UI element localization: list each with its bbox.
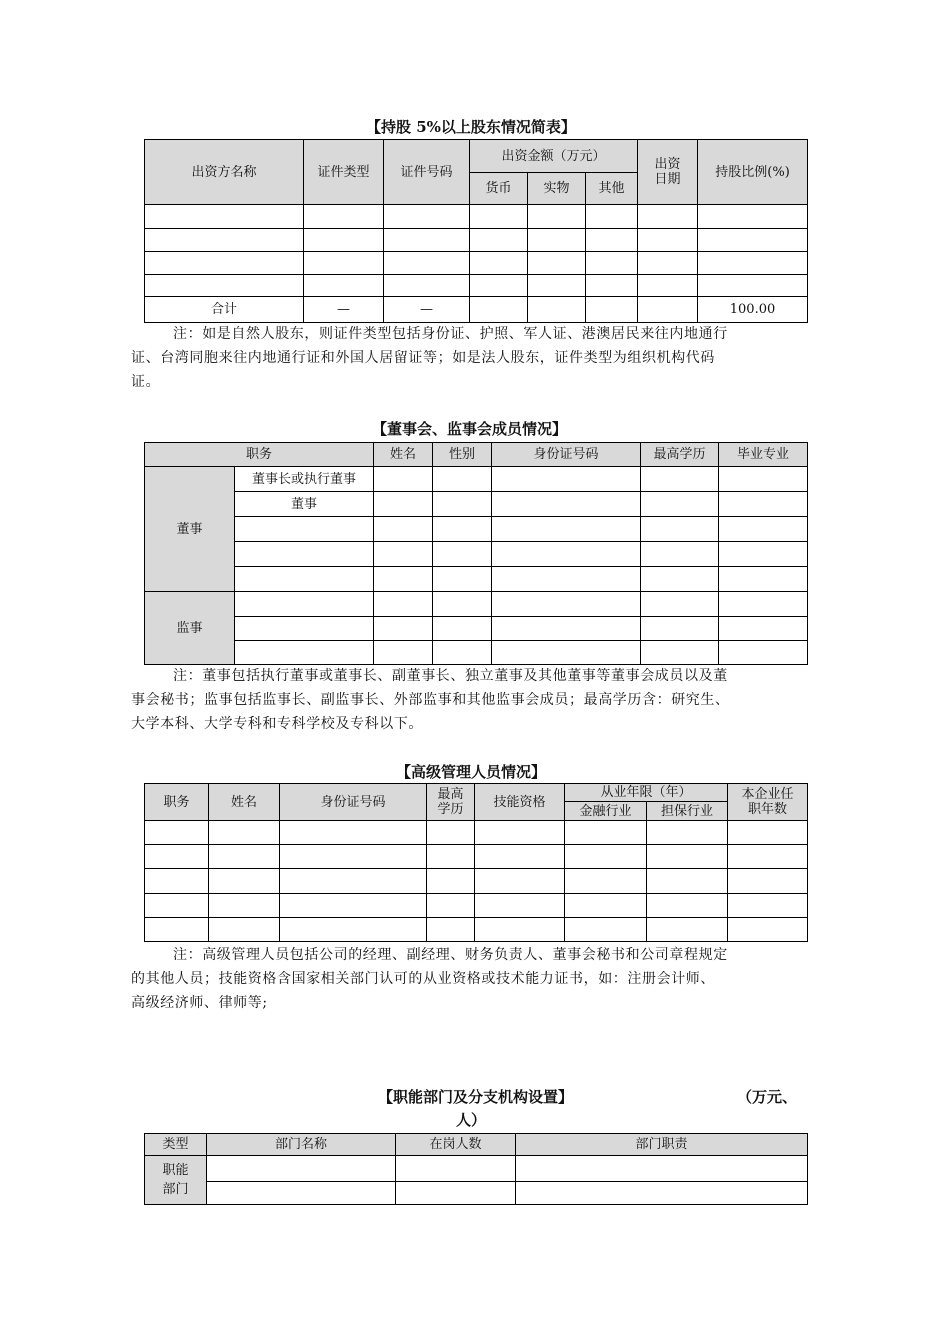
col-header-name: 姓名 [209,784,280,821]
col-header-education [427,784,475,821]
table-row [145,1182,808,1205]
directors-label: 董事 [145,467,235,592]
director-label: 董事 [235,492,374,517]
total-row [145,297,808,323]
functional-dept-label [145,1156,207,1205]
table-row [145,845,808,869]
total-id-no: — [384,297,470,323]
management-title: 【高级管理人员情况】 [396,763,547,781]
col-header-id-no: 证件号码 [384,140,470,205]
col-header-id-no: 身份证号码 [280,784,427,821]
note-line: 事会秘书；监事包括监事长、副监事长、外部监事和其他监事会成员；最高学历含：研究生、 [131,692,730,708]
table-row [145,918,808,942]
col-header-duty: 部门职责 [516,1134,808,1156]
col-header-other: 其他 [586,173,638,205]
note-line: 注：高级管理人员包括公司的经理、副经理、财务负责人、董事会秘书和公司章程规定 [173,947,728,963]
col-header-date [638,140,698,205]
supervisors-label: 监事 [145,592,235,665]
board-note [131,664,821,736]
col-header-dept-name: 部门名称 [207,1134,396,1156]
table-row [145,617,808,641]
management-table [144,783,808,942]
table-row [145,894,808,918]
col-header-physical: 实物 [528,173,586,205]
table-row [145,567,808,592]
col-header-currency: 货币 [470,173,528,205]
unit-label-line1: （万元、 [737,1088,798,1106]
col-header-years: 从业年限（年） [565,784,728,802]
col-header-guarantee: 担保行业 [647,802,728,821]
shareholders-note [131,322,811,394]
note-line: 证、台湾同胞来往内地通行证和外国人居留证等；如是法人股东，证件类型为组织机构代码 [131,350,715,366]
note-line: 注：董事包括执行董事或董事长、副董事长、独立董事及其他董事等董事会成员以及董 [173,668,728,684]
col-header-ratio: 持股比例(%) [698,140,808,205]
table-row [145,229,808,252]
note-line: 证。 [131,374,161,390]
col-header-tenure-text: 本企业任职年数 [741,787,794,817]
note-line: 高级经济师、律师等; [131,995,268,1011]
table-row [145,517,808,542]
departments-table [144,1133,808,1205]
col-header-tenure [728,784,808,821]
chairman-label: 董事长或执行董事 [235,467,374,492]
col-header-name: 出资方名称 [145,140,304,205]
table-row [145,869,808,894]
table-row [145,252,808,275]
unit-label-line2: 人） [456,1111,487,1129]
management-note [131,943,821,1015]
shareholders-title: 【持股 5%以上股东情况简表】 [366,118,576,136]
table-row [145,205,808,229]
note-line: 的其他人员；技能资格含国家相关部门认可的从业资格或技术能力证书，如：注册会计师、 [131,971,715,987]
col-header-amount: 出资金额（万元） [470,140,638,173]
col-header-type: 类型 [145,1134,207,1156]
col-header-qualification: 技能资格 [475,784,565,821]
col-header-position: 职务 [145,784,209,821]
total-id-type: — [304,297,384,323]
col-header-finance: 金融行业 [565,802,647,821]
departments-title: 【职能部门及分支机构设置】 [378,1088,574,1106]
col-header-education: 最高学历 [641,443,719,467]
col-header-gender: 性别 [433,443,492,467]
table-row [145,275,808,297]
total-ratio: 100.00 [698,297,808,323]
col-header-position: 职务 [145,443,374,467]
shareholders-table [144,139,808,323]
table-row [145,821,808,845]
col-header-id-no: 身份证号码 [492,443,641,467]
col-header-id-type: 证件类型 [304,140,384,205]
col-header-date-text: 出资日期 [654,157,681,187]
note-line: 注：如是自然人股东，则证件类型包括身份证、护照、军人证、港澳居民来往内地通行 [173,326,728,342]
board-table [144,442,808,665]
col-header-name: 姓名 [374,443,433,467]
functional-dept-label-text: 职能部门 [162,1163,189,1197]
board-title: 【董事会、监事会成员情况】 [372,420,568,438]
col-header-major: 毕业专业 [719,443,808,467]
col-header-staff: 在岗人数 [396,1134,516,1156]
note-line: 大学本科、大学专科和专科学校及专科以下。 [131,716,423,732]
table-row [145,641,808,665]
table-row [145,542,808,567]
col-header-education-text: 最高学历 [437,787,464,817]
total-label: 合计 [145,297,304,323]
